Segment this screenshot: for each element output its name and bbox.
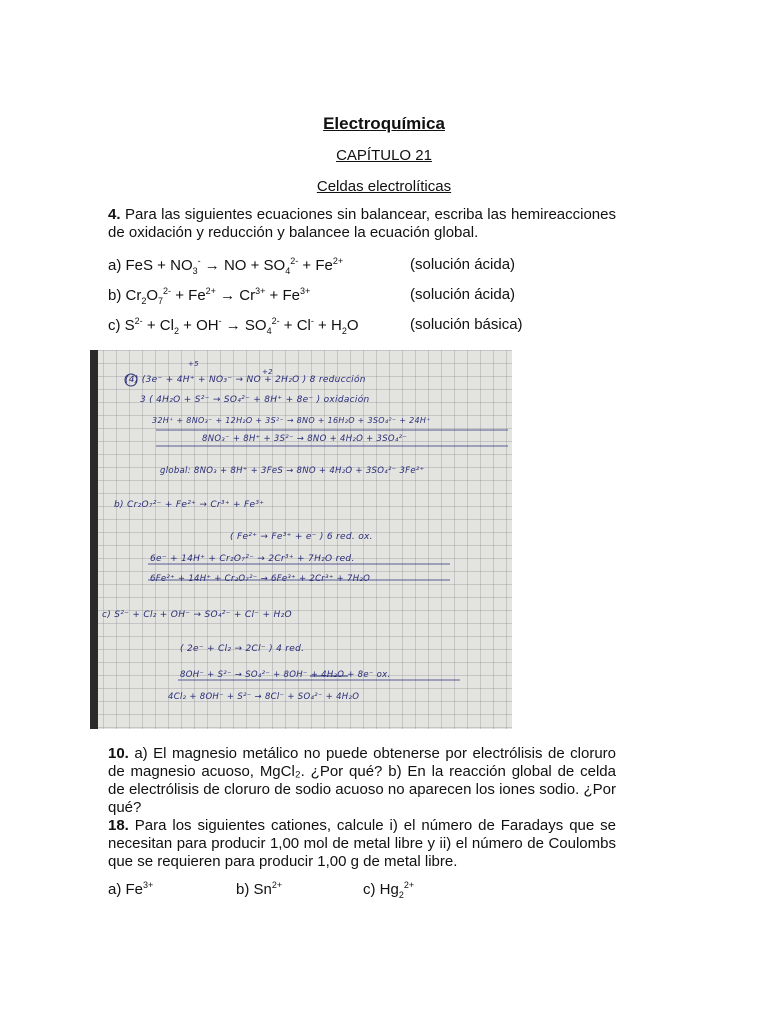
hw-line-2: (4) (3e⁻ + 4H⁺ + NO₃⁻ → NO + 2H₂O ) 8 reducción <box>125 375 366 385</box>
problem-18-number: 18. <box>108 817 129 834</box>
hw-line-6: 8NO₃⁻ + 8H⁺ + 3S²⁻ → 8NO + 4H₂O + 3SO₄²⁻ <box>202 434 408 444</box>
cation-b-label: b) Sn <box>236 881 272 898</box>
problem-4-number: 4. <box>108 206 121 223</box>
section-subtitle: Celdas electrolíticas <box>316 178 452 195</box>
hw-line-8: b) Cr₂O₇²⁻ + Fe²⁺ → Cr³⁺ + Fe³⁺ <box>114 500 265 510</box>
problem-10-text: a) El magnesio metálico no puede obtenerse por electrólisis de cloruro de magnesio acuoso, MgCl₂. ¿Por qué? b) En la reacción global de celda de electrólisis de cloruro de sodio acuoso no aparecen los iones sodio. ¿Por qué? <box>108 745 617 816</box>
hw-line-7: global: 8NO₃ + 8H⁺ + 3FeS → 8NO + 4H₂O + 3SO₄²⁻ 3Fe²⁺ <box>160 466 425 476</box>
problem-10 <box>108 745 616 817</box>
equation-b: b) $Cr_2O_7^{2-} + Fe^{2+} \to Cr^{3+} + Fe^{3+}$ <box>108 286 311 306</box>
problem-18-text: Para los siguientes cationes, calcule i) el número de Faradays que se necesitan para producir 1,00 mol de metal libre y ii) el número de Coulombs que se requieren para producir 1,00 g de metal libre. <box>108 817 616 870</box>
equation-a-label: a) FeS + NO <box>108 257 193 274</box>
problem-4 <box>108 206 616 242</box>
equation-a-condition: (solución ácida) <box>410 256 516 273</box>
hw-line-1: +5 <box>188 360 199 368</box>
cation-b-charge: 2+ <box>271 880 283 890</box>
hw-line-10: 6e⁻ + 14H⁺ + Cr₂O₇²⁻ → 2Cr³⁺ + 7H₂O red. <box>150 554 355 564</box>
hw-line-15: 4Cl₂ + 8OH⁻ + S²⁻ → 8Cl⁻ + SO₄²⁻ + 4H₂O <box>168 692 360 702</box>
hw-line-11: 6Fe²⁺ + 14H⁺ + Cr₂O₇²⁻ → 6Fe³⁺ + 2Cr³⁺ + 7H₂O <box>150 574 371 584</box>
equation-c-label: c) S <box>108 317 135 334</box>
equation-b-label: b) Cr <box>108 287 142 304</box>
cation-b <box>236 880 282 898</box>
equation-a: a) FeS + $NO_3^-$ → NO + $SO_4^{2-} + Fe^{2+}$ <box>108 256 344 276</box>
chapter-heading: CAPÍTULO 21 <box>336 147 432 164</box>
problem-4-text: Para las siguientes ecuaciones sin balancear, escriba las hemireacciones de oxidación y reducción y balancee la ecuación global. <box>108 206 616 241</box>
hw-line-9: ( Fe²⁺ → Fe³⁺ + e⁻ ) 6 red. ox. <box>230 532 373 542</box>
problem-18 <box>108 817 616 871</box>
hw-line-13: ( 2e⁻ + Cl₂ → 2Cl⁻ ) 4 red. <box>180 644 305 654</box>
hw-line-4: 3 ( 4H₂O + S²⁻ → SO₄²⁻ + 8H⁺ + 8e⁻ ) oxidación <box>140 395 370 405</box>
cation-c-label: c) Hg <box>363 881 399 898</box>
hw-line-3: +2 <box>262 368 273 376</box>
equation-b-condition: (solución ácida) <box>410 286 516 303</box>
hw-line-14: 8OH⁻ + S²⁻ → SO₄²⁻ + 8OH⁻ + 4H₂O + 8e⁻ ox. <box>180 670 391 680</box>
equation-c: c) $S^{2-} + Cl_2 + OH^- \to SO_4^{2-} + Cl^- + H_2O$ <box>108 316 359 336</box>
cation-c-charge: 2+ <box>403 880 415 890</box>
hw-line-5: 32H⁺ + 8NO₃⁻ + 12H₂O + 3S²⁻ → 8NO + 16H₂O + 3SO₄²⁻ + 24H⁺ <box>152 416 431 425</box>
problem-10-number: 10. <box>108 745 129 762</box>
cation-c <box>363 880 414 900</box>
cation-a-charge: 3+ <box>143 880 154 890</box>
cation-a-label: a) Fe <box>108 881 144 898</box>
page-title: Electroquímica <box>323 114 445 133</box>
hw-line-12: c) S²⁻ + Cl₂ + OH⁻ → SO₄²⁻ + Cl⁻ + H₂O <box>102 610 292 620</box>
handwritten-solution-photo <box>90 350 512 729</box>
cation-a <box>108 880 153 898</box>
equation-c-condition: (solución básica) <box>410 316 523 333</box>
cation-c-subscript: 2 <box>398 890 404 900</box>
